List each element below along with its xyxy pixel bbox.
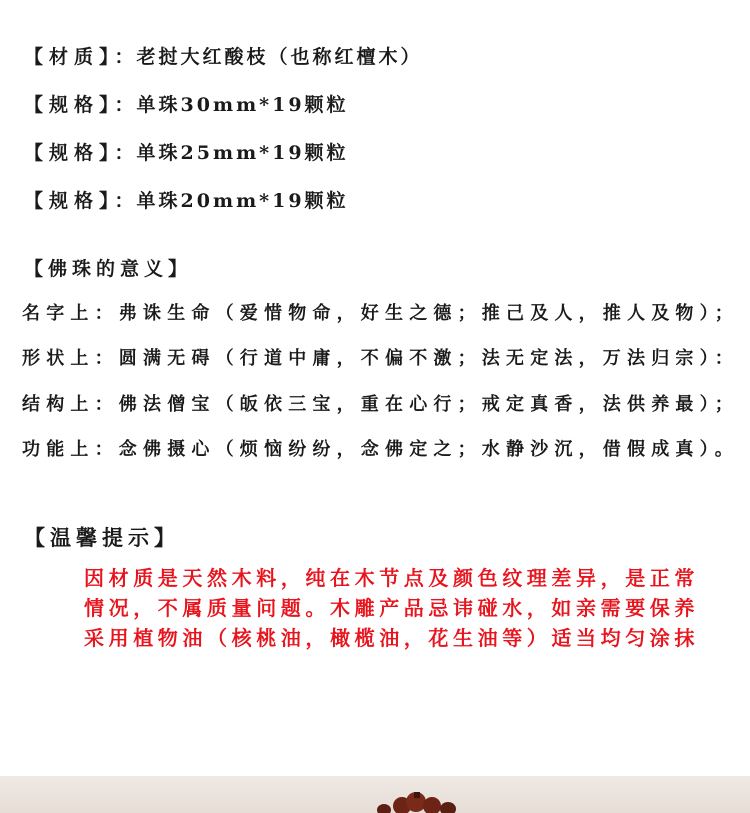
prayer-beads-photo-icon — [372, 792, 472, 813]
tips-line-3: 采用植物油（核桃油，橄榄油，花生油等）适当均匀涂抹 — [84, 626, 699, 650]
spec-value: 单珠30mm*19颗粒 — [136, 94, 349, 116]
meaning-line-shape: 形状上：圆满无碍（行道中庸，不偏不激；法无定法，万法归宗）： — [22, 348, 739, 369]
meaning-line-name: 名字上：弗诛生命（爱惜物命，好生之德；推己及人，推人及物）； — [22, 303, 739, 324]
spec-colon: ： — [114, 94, 137, 116]
spec-row-size-20 — [24, 186, 349, 213]
meaning-line-structure: 结构上：佛法僧宝（皈依三宝，重在心行；戒定真香，法供养最）； — [22, 394, 739, 415]
spec-colon: ： — [114, 190, 137, 212]
meaning-line-function: 功能上：念佛摄心（烦恼纷纷，念佛定之；水静沙沉，借假成真）。 — [22, 439, 739, 460]
spec-label: 【规格】 — [24, 190, 115, 212]
spec-row-size-30 — [24, 90, 349, 117]
spec-value: 单珠20mm*19颗粒 — [136, 190, 349, 212]
spec-value: 单珠25mm*19颗粒 — [136, 142, 349, 164]
spec-colon: ： — [114, 46, 137, 68]
spec-row-size-25 — [24, 138, 349, 165]
tips-line-1: 因材质是天然木料，纯在木节点及颜色纹理差异，是正常 — [84, 566, 699, 590]
spec-label: 【规格】 — [24, 94, 115, 116]
meaning-title: 【佛珠的意义】 — [24, 258, 193, 280]
spec-label: 【规格】 — [24, 142, 115, 164]
spec-label: 【材质】 — [24, 46, 115, 68]
spec-row-material — [24, 42, 423, 69]
spec-value: 老挝大红酸枝（也称红檀木） — [136, 46, 423, 68]
spec-colon: ： — [114, 142, 137, 164]
tips-title: 【温馨提示】 — [24, 525, 180, 550]
tips-line-2: 情况，不属质量问题。木雕产品忌讳碰水，如亲需要保养 — [84, 596, 699, 620]
